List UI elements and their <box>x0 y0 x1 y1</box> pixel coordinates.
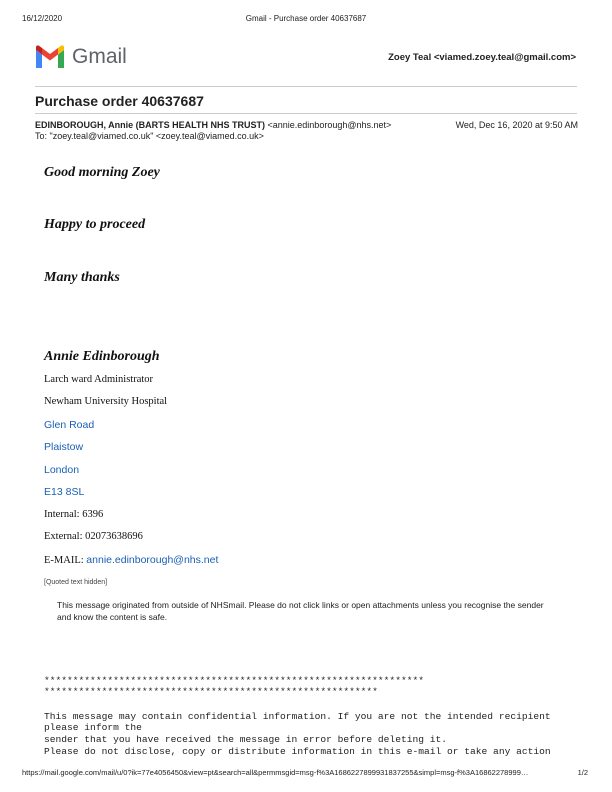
subject-divider <box>35 113 577 114</box>
email-date: Wed, Dec 16, 2020 at 9:50 AM <box>455 120 578 130</box>
print-page-number: 1/2 <box>577 768 588 777</box>
sender-line <box>35 120 391 130</box>
body-line: Happy to proceed <box>44 217 146 232</box>
gmail-wordmark: Gmail <box>72 45 127 68</box>
body-thanks: Many thanks <box>44 270 120 285</box>
signature-email-label: E-MAIL: <box>44 555 87 566</box>
print-title: Gmail - Purchase order 40637687 <box>245 14 367 23</box>
email-subject: Purchase order 40637687 <box>35 93 204 109</box>
signature-address-line2[interactable]: Plaistow <box>44 441 84 453</box>
signature-email-line <box>44 554 218 566</box>
disclaimer-line-4: Please do not disclose, copy or distribute information in this e-mail or take any action <box>44 746 551 757</box>
separator-stars-2: ********************************************************** <box>44 686 378 697</box>
signature-internal: Internal: 6396 <box>44 509 104 520</box>
signature-role: Larch ward Administrator <box>44 374 154 385</box>
signature-hospital: Newham University Hospital <box>44 396 168 407</box>
sender-name: EDINBOROUGH, Annie (BARTS HEALTH NHS TRUST) <box>35 120 265 130</box>
recipient-line: To: "zoey.teal@viamed.co.uk" <zoey.teal@viamed.co.uk> <box>35 131 264 141</box>
signature-name: Annie Edinborough <box>44 349 160 364</box>
print-date: 16/12/2020 <box>22 14 63 23</box>
quoted-text-hidden[interactable]: [Quoted text hidden] <box>44 579 108 586</box>
body-greeting: Good morning Zoey <box>44 165 160 180</box>
print-footer-url: https://mail.google.com/mail/u/0?ik=77e4056450&view=pt&search=all&permmsgid=msg-f%3A1686227899931837255&simpl=msg-f%3A16862278999… <box>22 768 529 777</box>
disclaimer-line-2: please inform the <box>44 722 142 733</box>
signature-city[interactable]: London <box>44 464 80 476</box>
header-divider <box>35 86 577 87</box>
disclaimer-line-3: sender that you have received the message in error before deleting it. <box>44 734 448 745</box>
signature-address-line1[interactable]: Glen Road <box>44 419 95 431</box>
signature-external: External: 02073638696 <box>44 531 143 542</box>
separator-stars-1: ****************************************************************** <box>44 675 424 686</box>
signature-email-link[interactable]: annie.edinborough@nhs.net <box>86 554 219 566</box>
account-label: Zoey Teal <viamed.zoey.teal@gmail.com> <box>388 52 576 63</box>
signature-postcode[interactable]: E13 8SL <box>44 486 85 498</box>
disclaimer-line-1: This message may contain confidential information. If you are not the intended recipient <box>44 711 551 722</box>
sender-address: <annie.edinborough@nhs.net> <box>267 120 392 130</box>
external-sender-notice: This message originated from outside of NHSmail. Please do not click links or open attachments unless you recognise the sender and know the content is safe. <box>57 600 544 622</box>
gmail-logo-icon <box>34 44 66 73</box>
